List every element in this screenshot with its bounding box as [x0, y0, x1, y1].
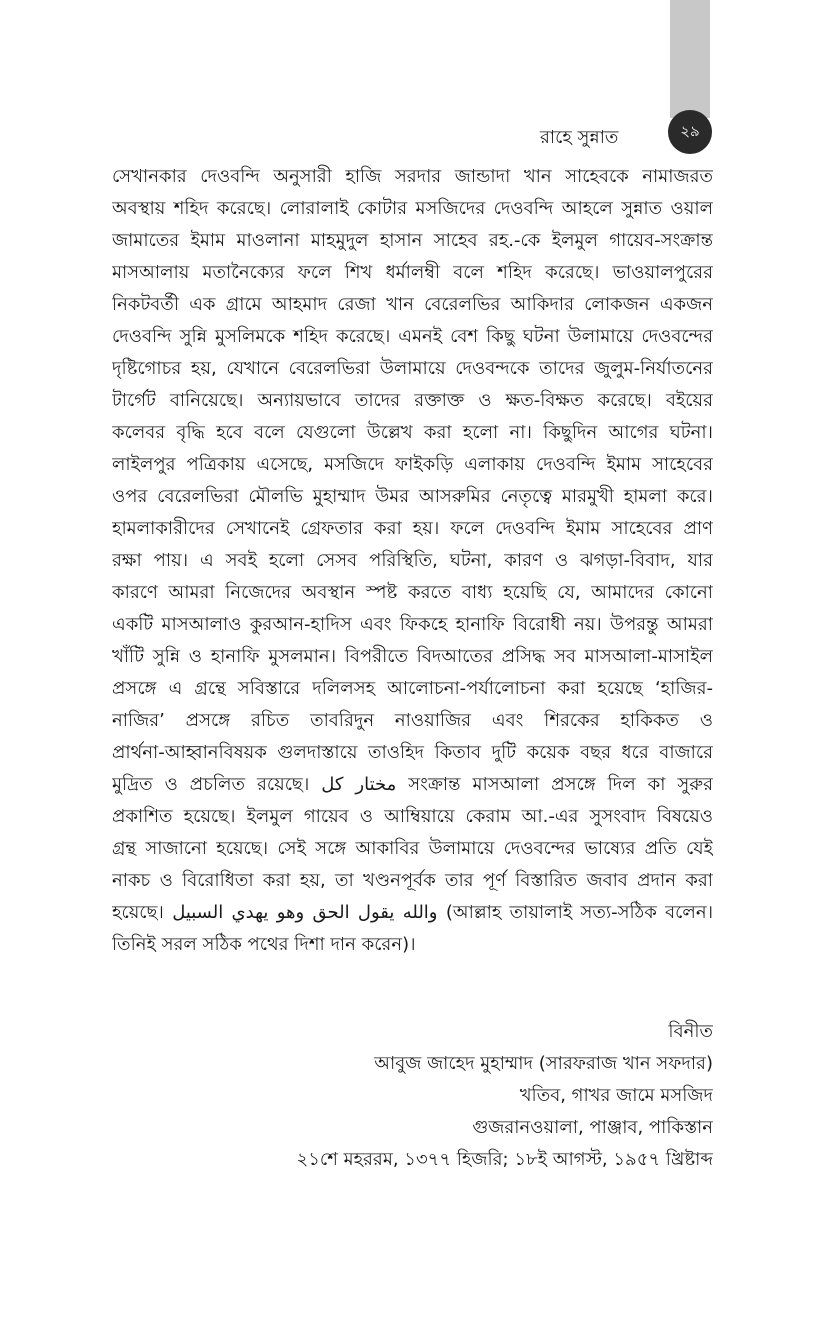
text-line: প্রার্থনা-আহ্বানবিষয়ক গুলদাস্তায়ে তাওহিদ কিতাব দুটি কয়েক বছর ধরে বাজারে: [112, 742, 713, 763]
signature-closing: বিনীত: [668, 1021, 713, 1042]
text-line: অবস্থায় শহিদ করেছে। লোরালাই কোটার মসজিদের দেওবন্দি আহলে সুন্নাত ওয়াল: [112, 198, 713, 219]
text-line: নিকটবর্তী এক গ্রামে আহমাদ রেজা খান বেরেলভির আকিদার লোকজন একজন: [112, 294, 713, 315]
text-line: নাকচ ও বিরোধিতা করা হয়, তা খণ্ডনপূর্বক তার পূর্ণ বিস্তারিত জবাব প্রদান করা: [112, 870, 713, 891]
page-number: ২৯: [680, 121, 700, 140]
text-line: প্রকাশিত হয়েছে। ইলমুল গায়েব ও আম্বিয়ায়ে কেরাম আ.-এর সুসংবাদ বিষয়েও: [112, 806, 713, 827]
text-line: দৃষ্টিগোচর হয়, যেখানে বেরেলভিরা উলামায়ে দেওবন্দকে তাদের জুলুম-নির্যাতনের: [112, 358, 713, 379]
text-line: টার্গেট বানিয়েছে। অন্যায়ভাবে তাদের রক্তাক্ত ও ক্ষত-বিক্ষত করেছে। বইয়ের: [112, 390, 713, 411]
text-line: কলেবর বৃদ্ধি হবে বলে যেগুলো উল্লেখ করা হলো না। কিছুদিন আগের ঘটনা।: [112, 422, 713, 443]
text-line: জামাতের ইমাম মাওলানা মাহমুদুল হাসান সাহেব রহ.-কে ইলমুল গায়েব-সংক্রান্ত: [112, 230, 713, 251]
text-line: গ্রন্থ সাজানো হয়েছে। সেই সঙ্গে আকাবির উলামায়ে দেওবন্দের ভাষ্যের প্রতি যেই: [112, 838, 713, 859]
signature-block: [193, 1016, 713, 1176]
text-line: দেওবন্দি সুন্নি মুসলিমকে শহিদ করেছে। এমনই বেশ কিছু ঘটনা উলামায়ে দেওবন্দের: [112, 326, 713, 347]
text-line: সেখানকার দেওবন্দি অনুসারী হাজি সরদার জান্ডাদা খান সাহেবকে নামাজরত: [112, 166, 713, 187]
signature-position: খতিব, গাখর জামে মসজিদ: [519, 1085, 713, 1106]
text-line: কারণে আমরা নিজেদের অবস্থান স্পষ্ট করতে বাধ্য হয়েছি যে, আমাদের কোনো: [112, 582, 713, 603]
text-line: ওপর বেরেলভিরা মৌলভি মুহাম্মাদ উমর আসরুমির নেতৃত্বে মারমুখী হামলা করে।: [112, 486, 713, 507]
signature-place: গুজরানওয়ালা, পাঞ্জাব, পাকিস্তান: [472, 1117, 713, 1138]
text-line: প্রসঙ্গে এ গ্রন্থে সবিস্তারে দলিলসহ আলোচনা-পর্যালোচনা করা হয়েছে ‘হাজির-: [112, 678, 713, 699]
signature-date: ২১শে মহররম, ১৩৭৭ হিজরি; ১৮ই আগস্ট, ১৯৫৭ খ্রিষ্টাব্দ: [296, 1149, 713, 1170]
text-line: নাজির’ প্রসঙ্গে রচিত তাবরিদুন নাওয়াজির এবং শিরকের হাকিকত ও: [112, 710, 713, 731]
text-line: একটি মাসআলাও কুরআন-হাদিস এবং ফিকহে হানাফি বিরোধী নয়। উপরন্তু আমরা: [112, 614, 713, 635]
text-line: মুদ্রিত ও প্রচলিত রয়েছে। مختار كل সংক্রান্ত মাসআলা প্রসঙ্গে দিল কা সুরুর: [112, 774, 713, 795]
text-line: হয়েছে। والله يقول الحق وهو يهدي السبيل (আল্লাহ তায়ালাই সত্য-সঠিক বলেন।: [112, 902, 713, 923]
text-line: তিনিই সরল সঠিক পথের দিশা দান করেন)।: [112, 934, 416, 955]
text-line: রক্ষা পায়। এ সবই হলো সেসব পরিস্থিতি, ঘটনা, কারণ ও ঝগড়া-বিবাদ, যার: [112, 550, 713, 571]
text-line: লাইলপুর পত্রিকায় এসেছে, মসজিদে ফাইকড়ি এলাকায় দেওবন্দি ইমাম সাহেবের: [112, 454, 713, 475]
page-number-badge: [668, 110, 712, 154]
signature-name: আবুজ জাহেদ মুহাম্মাদ (সারফরাজ খান সফদার): [374, 1053, 713, 1074]
running-title: রাহে সুন্নাত: [540, 127, 619, 148]
page-edge-tab: [670, 0, 710, 118]
body-text: [112, 161, 713, 961]
text-line: মাসআলায় মতানৈক্যের ফলে শিখ ধর্মালম্বী বলে শহিদ করেছে। ভাওয়ালপুরের: [112, 262, 713, 283]
text-line: হামলাকারীদের সেখানেই গ্রেফতার করা হয়। ফলে দেওবন্দি ইমাম সাহেবের প্রাণ: [112, 518, 713, 539]
text-line: খাঁটি সুন্নি ও হানাফি মুসলমান। বিপরীতে বিদআতের প্রসিদ্ধ সব মাসআলা-মাসাইল: [112, 646, 713, 667]
